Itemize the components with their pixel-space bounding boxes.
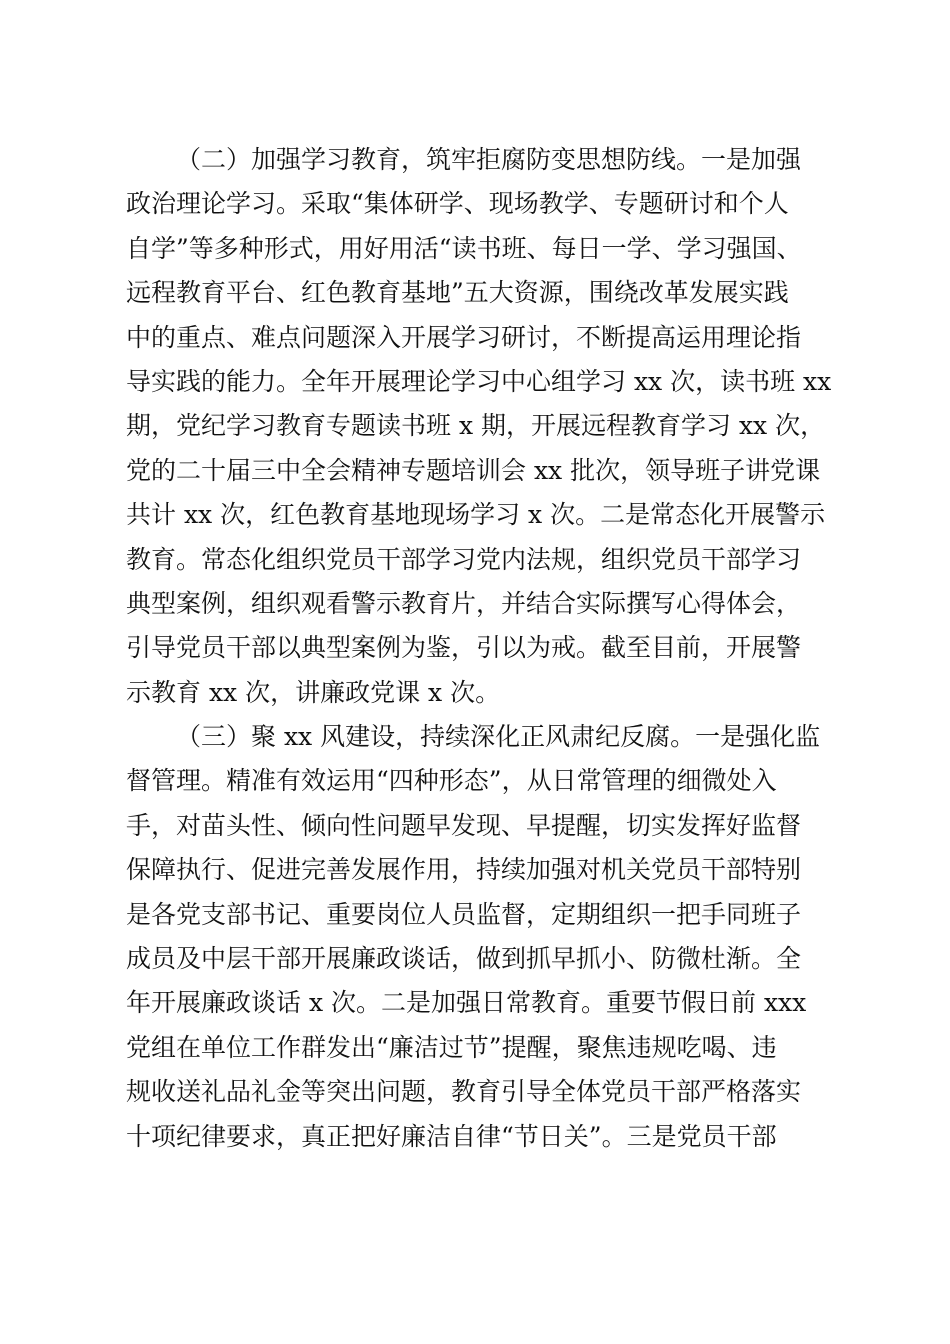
text-line: 年开展廉政谈话 x 次。二是加强日常教育。重要节假日前 xxx	[126, 988, 807, 1018]
text-line: 导实践的能力。全年开展理论学习中心组学习 xx 次，读书班 xx	[126, 366, 832, 396]
text-line: 十项纪律要求，真正把好廉洁自律“节日关”。三是党员干部	[126, 1121, 777, 1151]
text-line: 规收送礼品礼金等突出问题，教育引导全体党员干部严格落实	[126, 1077, 802, 1107]
text-line: 成员及中层干部开展廉政谈话，做到抓早抓小、防微杜渐。全	[126, 944, 802, 974]
text-line: 党的二十届三中全会精神专题培训会 xx 批次，领导班子讲党课	[126, 455, 821, 485]
text-line: 是各党支部书记、重要岗位人员监督，定期组织一把手同班子	[126, 899, 802, 929]
text-line: （三）聚 xx 风建设，持续深化正风肃纪反腐。一是强化监	[176, 722, 821, 752]
text-line: 远程教育平台、红色教育基地”五大资源，围绕改革发展实践	[126, 278, 789, 308]
text-line: 引导党员干部以典型案例为鉴，引以为戒。截至目前，开展警	[126, 633, 802, 663]
text-line: 共计 xx 次，红色教育基地现场学习 x 次。二是常态化开展警示	[126, 500, 826, 530]
text-line: 教育。常态化组织党员干部学习党内法规，组织党员干部学习	[126, 544, 802, 574]
text-line: 督管理。精准有效运用“四种形态”，从日常管理的细微处入	[126, 766, 777, 796]
text-line: 手，对苗头性、倾向性问题早发现、早提醒，切实发挥好监督	[126, 810, 802, 840]
text-line: 中的重点、难点问题深入开展学习研讨，不断提高运用理论指	[126, 322, 802, 352]
text-line: 党组在单位工作群发出“廉洁过节”提醒，聚焦违规吃喝、违	[126, 1032, 777, 1062]
text-line: （二）加强学习教育，筑牢拒腐防变思想防线。一是加强	[176, 145, 802, 174]
text-line: 自学”等多种形式，用好用活“读书班、每日一学、学习强国、	[126, 233, 802, 263]
text-line: 示教育 xx 次，讲廉政党课 x 次。	[126, 677, 501, 707]
text-line: 政治理论学习。采取“集体研学、现场教学、专题研讨和个人	[126, 189, 789, 219]
text-line: 保障执行、促进完善发展作用，持续加强对机关党员干部特别	[126, 855, 802, 885]
text-line: 典型案例，组织观看警示教育片，并结合实际撰写心得体会，	[126, 588, 802, 618]
text-line: 期，党纪学习教育专题读书班 x 期，开展远程教育学习 xx 次，	[126, 411, 826, 441]
paragraph-section-two	[126, 138, 846, 715]
paragraph-section-three	[126, 715, 846, 1159]
document-body	[126, 138, 846, 1159]
